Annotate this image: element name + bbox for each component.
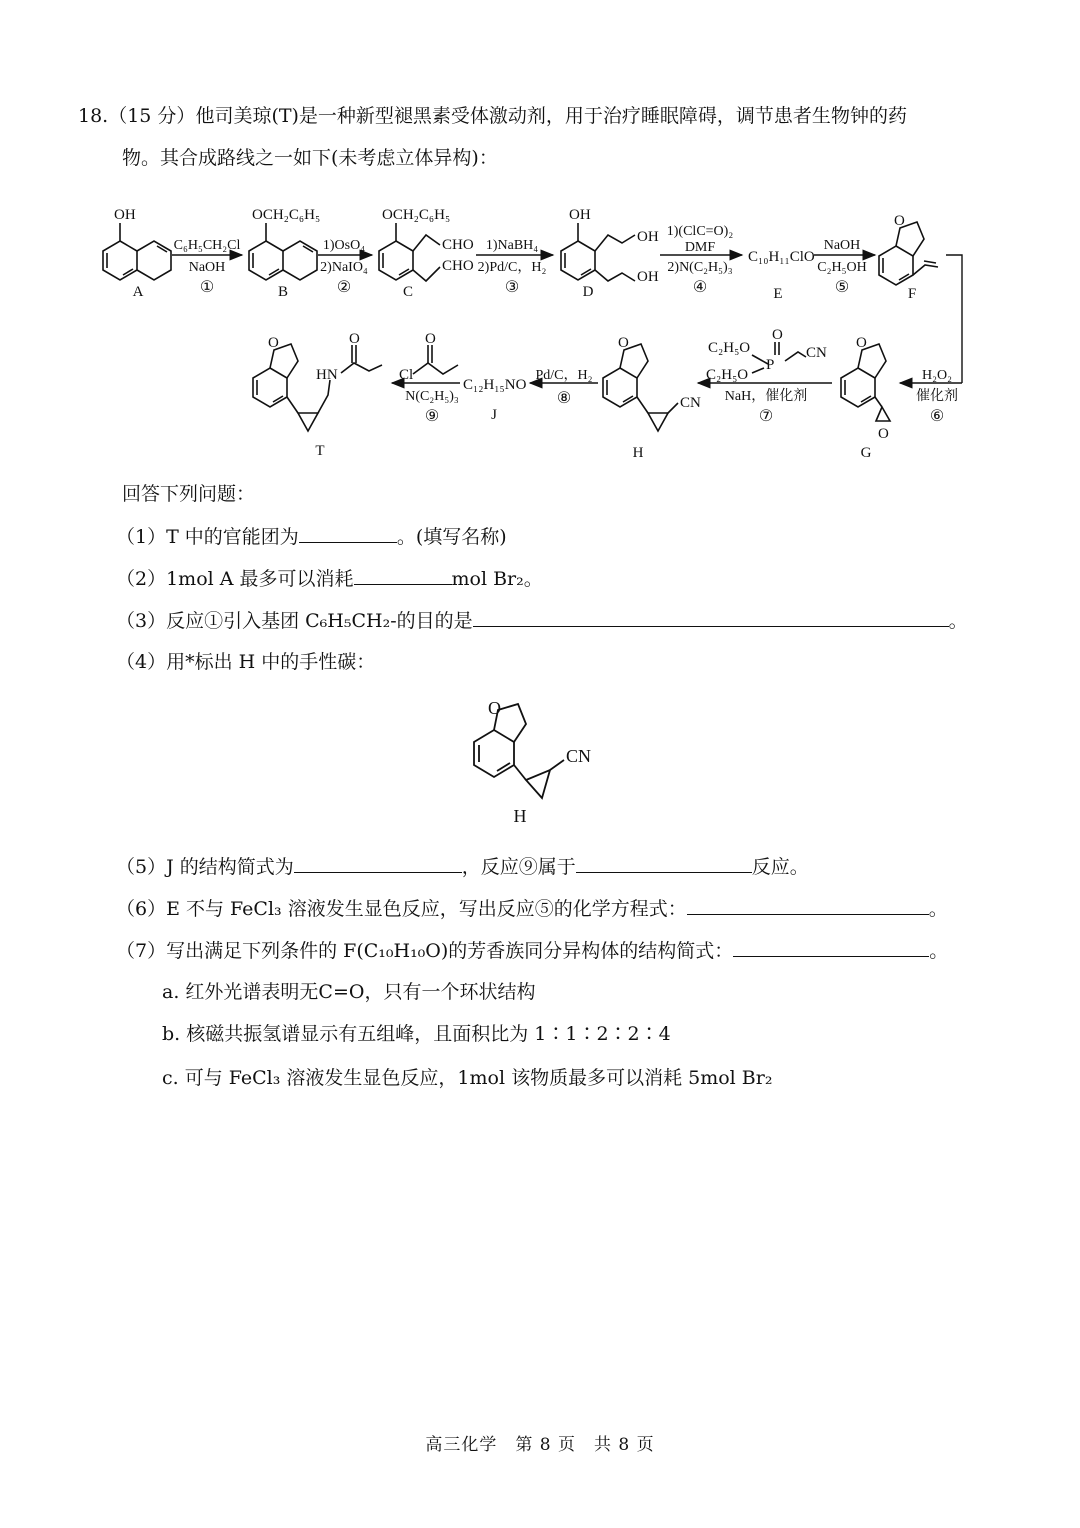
c-cho-label-2: CHO [442, 258, 474, 274]
structure-b [249, 223, 317, 280]
g-epoxide-o-label: O [878, 426, 889, 442]
step-3-below: 2)Pd/C，H₂ [477, 260, 547, 275]
question-intro-2: 物。其合成路线之一如下(未考虑立体异构)： [122, 147, 498, 169]
dep-ethoxy-2: C₂H₅O [706, 367, 749, 383]
dep-cn-label: CN [806, 345, 827, 361]
step-5-above: NaOH [823, 238, 861, 253]
step-3-above: 1)NaBH₄ [485, 238, 539, 253]
d-oh-label-2: OH [637, 229, 659, 245]
step-9-below: N(C₂H₅)₃ [405, 389, 459, 404]
compound-g-label: G [860, 445, 872, 461]
dep-ethoxy-1: C₂H₅O [708, 340, 751, 356]
structure-d [561, 223, 635, 281]
t-amide-o-label: O [349, 331, 360, 347]
condition-a: a. 红外光谱表明无C=O，只有一个环状结构 [162, 981, 536, 1003]
sub-question-7: （7）写出满足下列条件的 F(C₁₀H₁₀O)的芳香族同分异构体的结构简式： 。 [116, 940, 949, 962]
step-2-num: ② [336, 279, 352, 296]
step-2-above: 1)OsO₄ [322, 238, 366, 253]
step-4-above: 1)(ClC=O)₂ [666, 224, 734, 239]
step-7-below: NaH，催化剂 [724, 389, 808, 404]
f-o-label: O [894, 213, 905, 229]
h-q-cn-label: CN [566, 746, 592, 766]
b-och2c6h5-label: OCH₂C₆H₅ [252, 207, 321, 223]
step-1-above: C₆H₅CH₂Cl [173, 238, 241, 253]
acyl-o-label: O [425, 331, 436, 347]
structure-c [379, 223, 440, 281]
step-4-num: ④ [692, 279, 708, 296]
structure-h-scheme [603, 344, 678, 431]
step-6-below: 催化剂 [916, 389, 958, 404]
h-q-o-label: O [488, 698, 501, 718]
step-6-num: ⑥ [929, 408, 945, 425]
step-1-num: ① [199, 279, 215, 296]
dep-o-label: O [772, 327, 783, 343]
answer-blank-6[interactable] [687, 896, 929, 915]
structure-a [103, 223, 171, 280]
question-intro-1: 他司美琼(T)是一种新型褪黑素受体激动剂，用于治疗睡眠障碍，调节患者生物钟的药 [195, 105, 907, 127]
sub-question-6: （6）E 不与 FeCl₃ 溶液发生显色反应，写出反应⑤的化学方程式： 。 [116, 898, 948, 920]
g-o-label: O [856, 335, 867, 351]
question-score: （15 分） [108, 105, 196, 127]
condition-b: b. 核磁共振氢谱显示有五组峰，且面积比为 1∶1∶2∶2∶4 [162, 1023, 671, 1045]
compound-j-label: J [491, 407, 497, 423]
compound-a-label: A [132, 284, 144, 300]
answer-blank-5a[interactable] [294, 854, 462, 873]
answer-blank-3[interactable] [473, 608, 949, 627]
compound-d-label: D [582, 284, 594, 300]
sub-question-2: （2）1mol A 最多可以消耗 mol Br₂。 [116, 568, 543, 590]
t-o-label: O [268, 335, 279, 351]
structure-h-question[interactable] [450, 690, 650, 840]
structure-acyl-chloride [413, 345, 458, 374]
structure-g [841, 344, 890, 421]
d-oh-label-3: OH [637, 269, 659, 285]
answer-intro: 回答下列问题： [122, 483, 256, 505]
e-formula: C₁₀H₁₁ClO [748, 249, 815, 265]
compound-t-label: T [315, 443, 325, 459]
structure-phosphonate [752, 342, 806, 373]
sub-question-3: （3）反应①引入基团 C₆H₅CH₂-的目的是 。 [116, 610, 968, 632]
sub-question-5: （5）J 的结构简式为 ，反应⑨属于 反应。 [116, 856, 809, 878]
answer-blank-5b[interactable] [576, 854, 752, 873]
dep-p-label: P [766, 357, 775, 373]
step-4-below: 2)N(C₂H₅)₃ [667, 260, 733, 275]
compound-h-label: H [632, 445, 644, 461]
synthesis-scheme [0, 195, 1080, 465]
compound-f-label: F [907, 286, 917, 302]
h-cn-label: CN [680, 395, 701, 411]
h-o-label: O [618, 335, 629, 351]
step-7-num: ⑦ [758, 408, 774, 425]
question-header [78, 104, 907, 128]
sub-question-4: （4）用*标出 H 中的手性碳： [116, 651, 376, 673]
question-number: 18. [78, 105, 109, 127]
page-footer: 高三化学 第 8 页 共 8 页 [425, 1435, 655, 1455]
step-8-above: Pd/C，H₂ [535, 368, 593, 383]
c-och2c6h5-label: OCH₂C₆H₅ [382, 207, 451, 223]
sub-question-1: （1）T 中的官能团为 。(填写名称) [116, 526, 507, 548]
answer-blank-2[interactable] [354, 566, 452, 585]
step-5-num: ⑤ [834, 279, 850, 296]
step-2-below: 2)NaIO₄ [320, 260, 368, 275]
h-q-compound-label: H [513, 806, 527, 826]
answer-blank-7[interactable] [733, 938, 929, 957]
compound-c-label: C [402, 284, 414, 300]
structure-f [879, 222, 938, 285]
step-4-middle: DMF [684, 240, 716, 255]
compound-b-label: B [277, 284, 289, 300]
compound-e-label: E [773, 286, 783, 302]
t-hn-label: HN [316, 367, 338, 383]
answer-blank-1[interactable] [299, 524, 397, 543]
structure-t [253, 344, 382, 431]
step-6-above: H₂O₂ [922, 368, 952, 383]
j-formula: C₁₂H₁₅NO [463, 377, 527, 393]
step-8-num: ⑧ [556, 390, 572, 407]
a-oh-label: OH [114, 207, 136, 223]
step-9-num: ⑨ [424, 408, 440, 425]
c-cho-label-1: CHO [442, 237, 474, 253]
acyl-cl-label: Cl [399, 367, 414, 383]
step-1-below: NaOH [188, 260, 226, 275]
condition-c: c. 可与 FeCl₃ 溶液发生显色反应，1mol 该物质最多可以消耗 5mol Br₂ [162, 1067, 773, 1089]
step-5-below: C₂H₅OH [817, 260, 867, 275]
d-oh-label: OH [569, 207, 591, 223]
step-3-num: ③ [504, 279, 520, 296]
